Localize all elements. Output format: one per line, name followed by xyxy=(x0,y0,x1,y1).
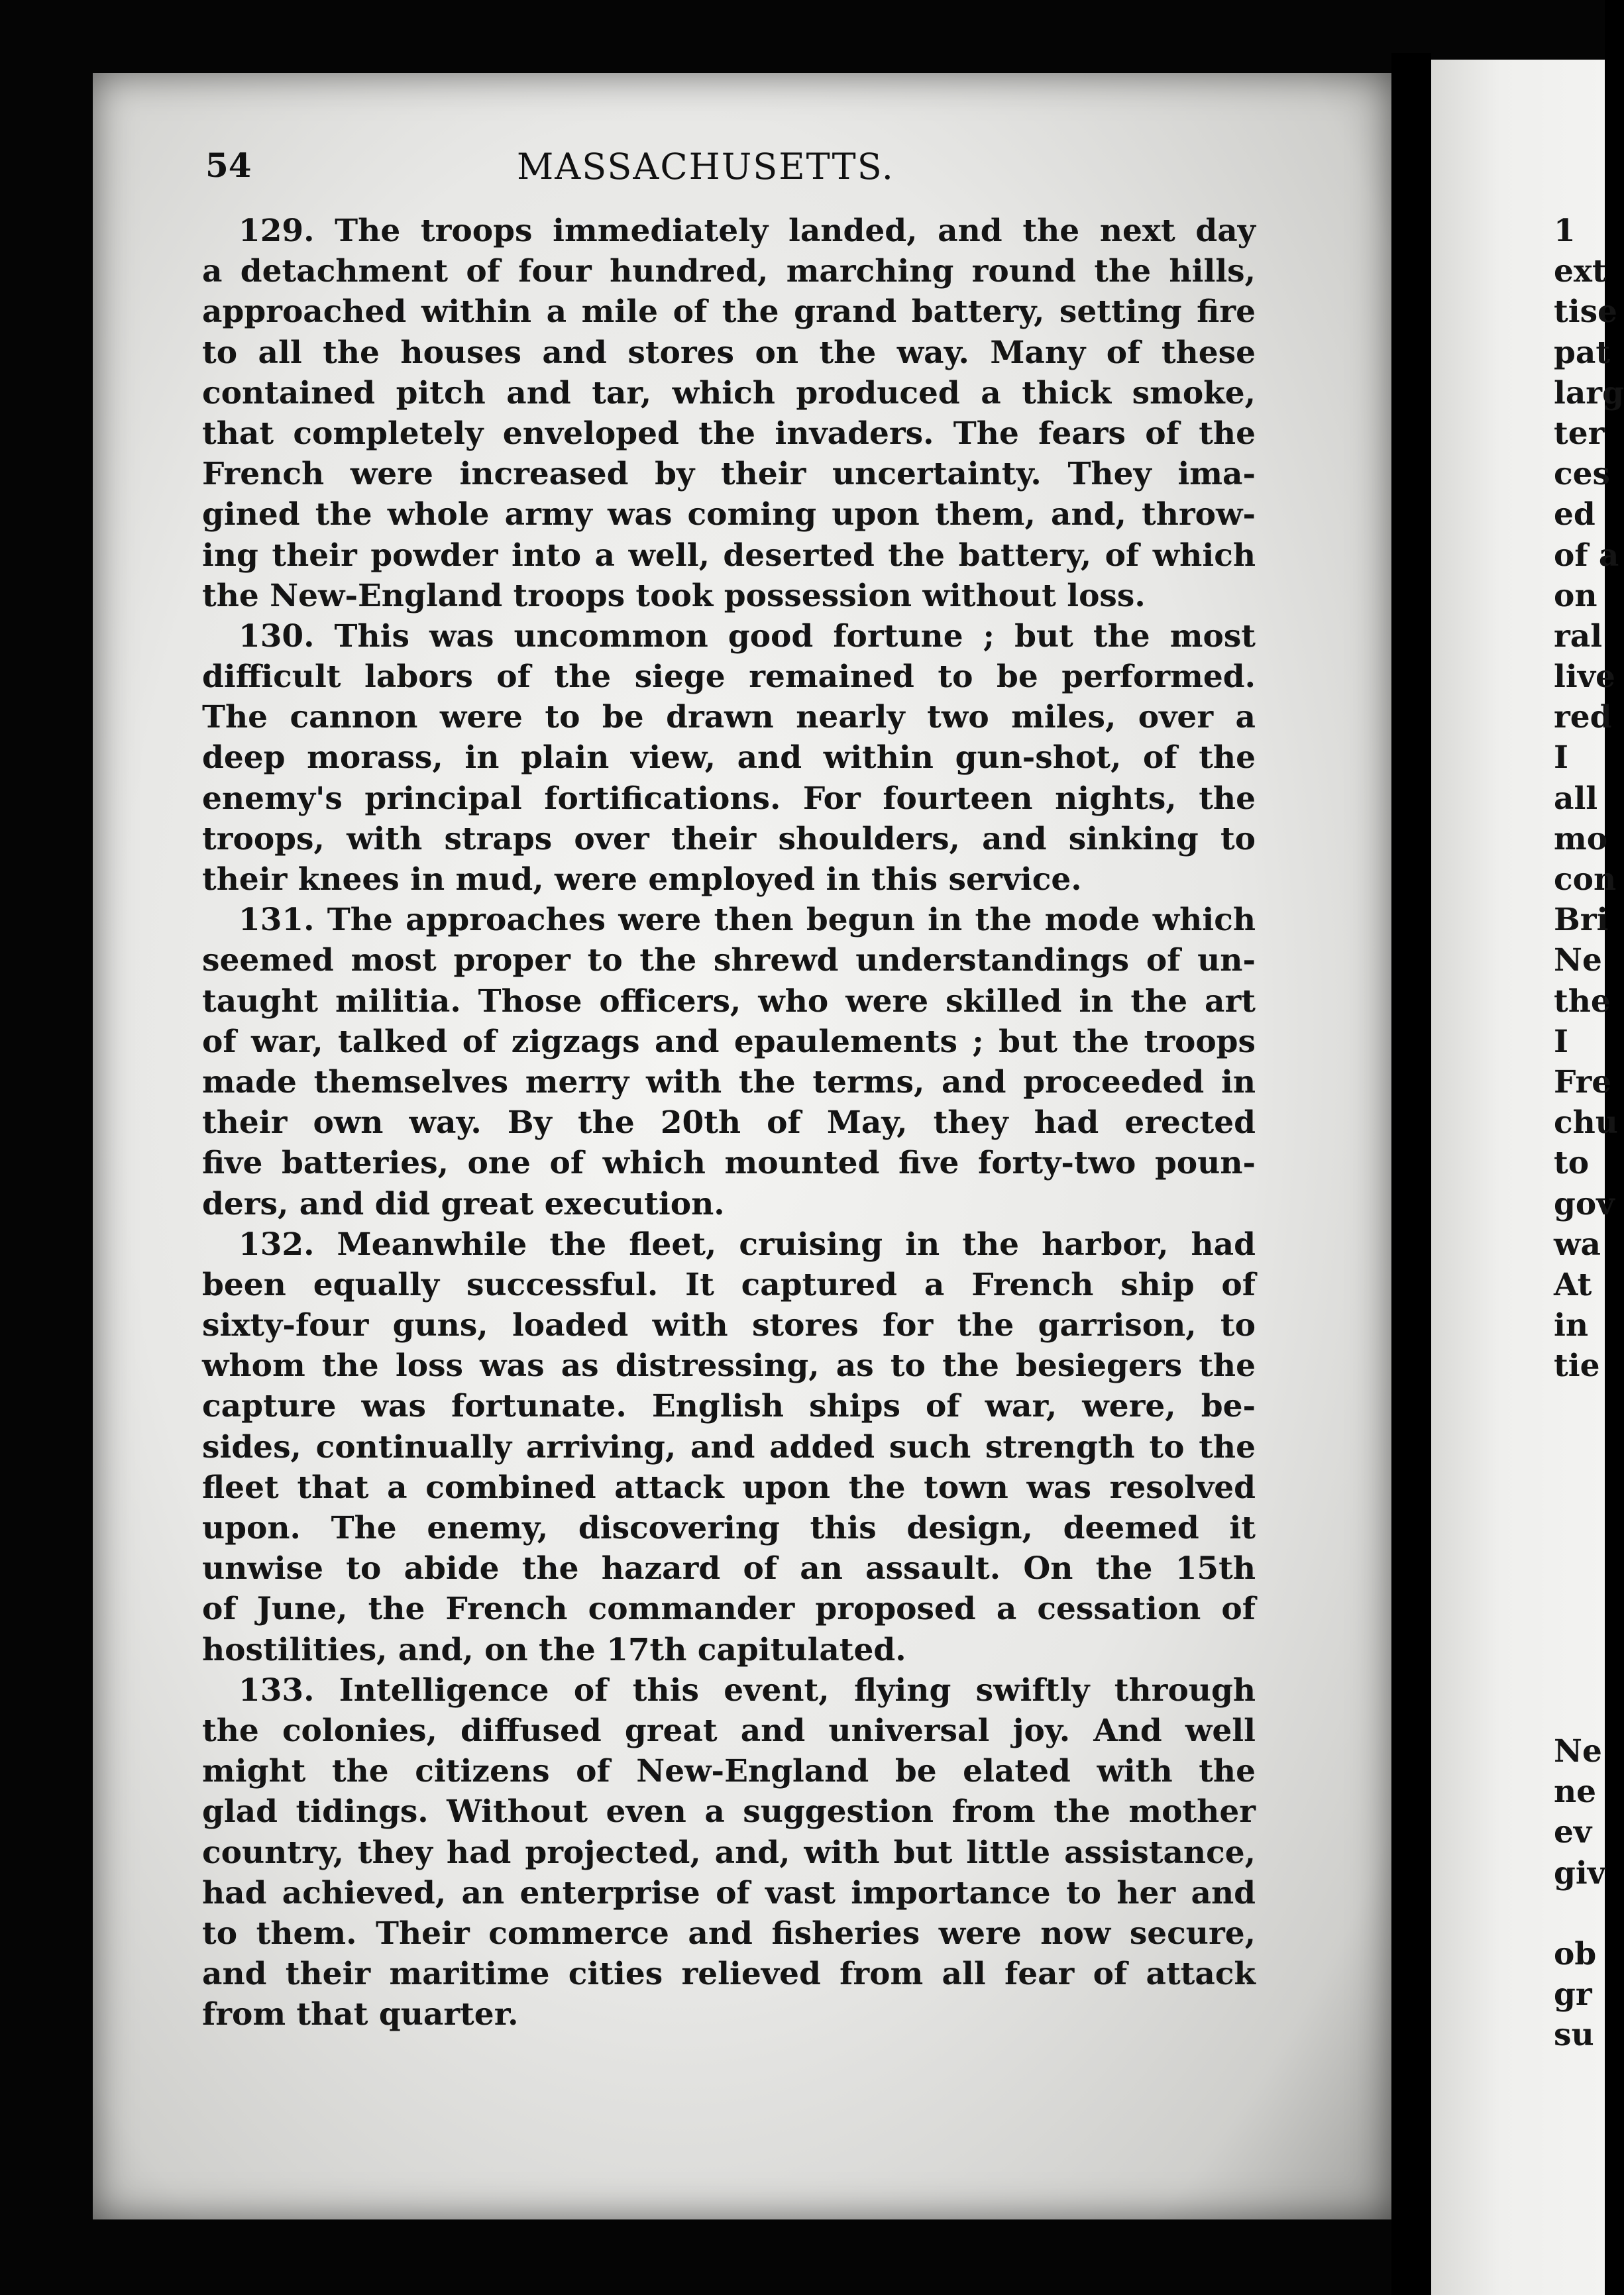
text-line: 130. This was uncommon good fortune ; but the most xyxy=(239,617,1256,655)
right-page-fragment: in xyxy=(1554,1307,1589,1344)
text-line: taught militia. Those officers, who were skilled in the art xyxy=(202,983,1256,1020)
text-line: their knees in mud, were employed in this service. xyxy=(202,861,1082,898)
text-line: hostilities, and, on the 17th capitulated. xyxy=(202,1631,906,1668)
right-page-fragment: to xyxy=(1554,1145,1590,1182)
right-page-fragment: gr xyxy=(1554,1976,1592,2013)
right-page-fragment: I xyxy=(1554,1023,1568,1060)
right-page-fragment: gov xyxy=(1554,1185,1615,1222)
right-page-fragment: wa xyxy=(1554,1226,1601,1263)
right-page-fragment: su xyxy=(1554,2017,1594,2054)
text-line: contained pitch and tar, which produced a thick smoke, xyxy=(202,374,1256,411)
text-line: to all the houses and stores on the way. Many of these xyxy=(202,334,1256,371)
right-page-fragment: ob xyxy=(1554,1935,1597,1972)
right-page-fragment: ed xyxy=(1554,496,1596,533)
right-page-fragment: Fre xyxy=(1554,1063,1612,1100)
running-title: MASSACHUSETTS. xyxy=(517,146,894,187)
right-page-text-top xyxy=(1554,211,1624,1386)
text-line: seemed most proper to the shrewd understandings of un- xyxy=(202,942,1256,979)
right-page-fragment: red xyxy=(1554,699,1612,736)
text-line: ders, and did great execution. xyxy=(202,1185,725,1222)
text-line: difficult labors of the siege remained to be performed. xyxy=(202,659,1256,696)
page-header xyxy=(205,146,1266,192)
text-line: of June, the French commander proposed a cessation of xyxy=(202,1591,1256,1628)
right-page-fragment: con xyxy=(1554,861,1617,898)
text-line: The cannon were to be drawn nearly two miles, over a xyxy=(202,699,1256,736)
paragraph xyxy=(202,900,1256,1224)
right-page-fragment: 1 xyxy=(1554,213,1576,249)
page-number: 54 xyxy=(205,146,252,185)
text-line: five batteries, one of which mounted five forty-two poun- xyxy=(202,1145,1256,1182)
right-page-fragment: live xyxy=(1554,659,1615,696)
right-page-fragment: ral xyxy=(1554,617,1603,655)
text-line: might the citizens of New-England be elated with the xyxy=(202,1753,1256,1790)
right-page-fragment: tise xyxy=(1554,294,1617,331)
right-page-fragment: giv xyxy=(1554,1854,1606,1892)
right-page-fragment: Ne xyxy=(1554,1733,1602,1770)
paragraph xyxy=(202,211,1256,616)
text-line: unwise to abide the hazard of an assault. On the 15th xyxy=(202,1550,1256,1587)
text-line: whom the loss was as distressing, as to the besiegers the xyxy=(202,1348,1256,1385)
right-page-fragment: mo xyxy=(1554,820,1608,857)
right-page-fragment: all xyxy=(1554,780,1598,817)
right-page-fragment: ne xyxy=(1554,1774,1597,1811)
right-page-fragment: pat xyxy=(1554,334,1611,371)
right-page-fragment: ter xyxy=(1554,415,1605,452)
text-line: sides, continually arriving, and added such strength to the xyxy=(202,1428,1256,1466)
right-page-fragment: I xyxy=(1554,739,1568,776)
right-page-fragment: of a xyxy=(1554,537,1619,574)
text-line: capture was fortunate. English ships of war, were, be- xyxy=(202,1388,1256,1425)
right-page-text-bottom xyxy=(1554,1731,1607,2056)
text-line: country, they had projected, and, with but little assistance, xyxy=(202,1834,1256,1871)
text-line: of war, talked of zigzags and epaulements ; but the troops xyxy=(202,1023,1256,1060)
right-page-fragment: the xyxy=(1554,983,1611,1020)
body-text xyxy=(202,211,1256,2035)
text-line: the New-England troops took possession without loss. xyxy=(202,577,1146,614)
right-page-fragment: chu xyxy=(1554,1104,1618,1142)
text-line: a detachment of four hundred, marching round the hills, xyxy=(202,253,1256,290)
right-page-fragment: Ne xyxy=(1554,942,1602,979)
right-page-fragment: tie xyxy=(1554,1348,1600,1385)
text-line: upon. The enemy, discovering this design, deemed it xyxy=(202,1510,1256,1546)
text-line: the colonies, diffused great and universal joy. And well xyxy=(202,1712,1256,1749)
text-line: deep morass, in plain view, and within gun-shot, of the xyxy=(202,739,1256,776)
text-line: 131. The approaches were then begun in the mode which xyxy=(239,902,1256,939)
text-line: troops, with straps over their shoulders, and sinking to xyxy=(202,820,1256,857)
text-line: ing their powder into a well, deserted the battery, of which xyxy=(202,537,1256,574)
text-line: glad tidings. Without even a suggestion from the mother xyxy=(202,1793,1256,1831)
right-page-fragment: larg xyxy=(1554,374,1624,411)
paragraph xyxy=(202,1224,1256,1670)
text-line: their own way. By the 20th of May, they had erected xyxy=(202,1104,1256,1142)
text-line: enemy's principal fortifications. For fourteen nights, the xyxy=(202,780,1256,817)
text-line: been equally successful. It captured a French ship of xyxy=(202,1266,1256,1303)
right-page-fragment: ext xyxy=(1554,253,1607,290)
text-line: 129. The troops immediately landed, and the next day xyxy=(239,213,1256,249)
text-line: fleet that a combined attack upon the town was resolved xyxy=(202,1469,1256,1506)
right-page-fragment: ev xyxy=(1554,1814,1592,1851)
text-line: sixty-four guns, loaded with stores for the garrison, to xyxy=(202,1307,1256,1344)
text-line: 132. Meanwhile the fleet, cruising in the harbor, had xyxy=(239,1226,1256,1263)
text-line: had achieved, an enterprise of vast importance to her and xyxy=(202,1874,1256,1911)
text-line: gined the whole army was coming upon them, and, throw- xyxy=(202,496,1256,533)
text-line: made themselves merry with the terms, and proceeded in xyxy=(202,1063,1256,1100)
right-page-fragment: Bri xyxy=(1554,902,1609,939)
text-line: 133. Intelligence of this event, flying swiftly through xyxy=(239,1672,1256,1709)
right-page-fragment: ces xyxy=(1554,456,1610,493)
paragraph xyxy=(202,616,1256,900)
text-line: that completely enveloped the invaders. The fears of the xyxy=(202,415,1256,452)
text-line: and their maritime cities relieved from all fear of attack xyxy=(202,1956,1256,1993)
text-line: to them. Their commerce and fisheries were now secure, xyxy=(202,1915,1256,1952)
right-page-fragment: At xyxy=(1554,1266,1592,1303)
text-line: approached within a mile of the grand battery, setting fire xyxy=(202,294,1256,331)
right-page-fragment xyxy=(1554,1894,1607,1934)
text-line: French were increased by their uncertainty. They ima- xyxy=(202,456,1256,493)
text-line: from that quarter. xyxy=(202,1996,519,2033)
paragraph xyxy=(202,1670,1256,2035)
right-page-fragment: on xyxy=(1554,577,1597,614)
book-gutter xyxy=(1391,53,1431,2295)
